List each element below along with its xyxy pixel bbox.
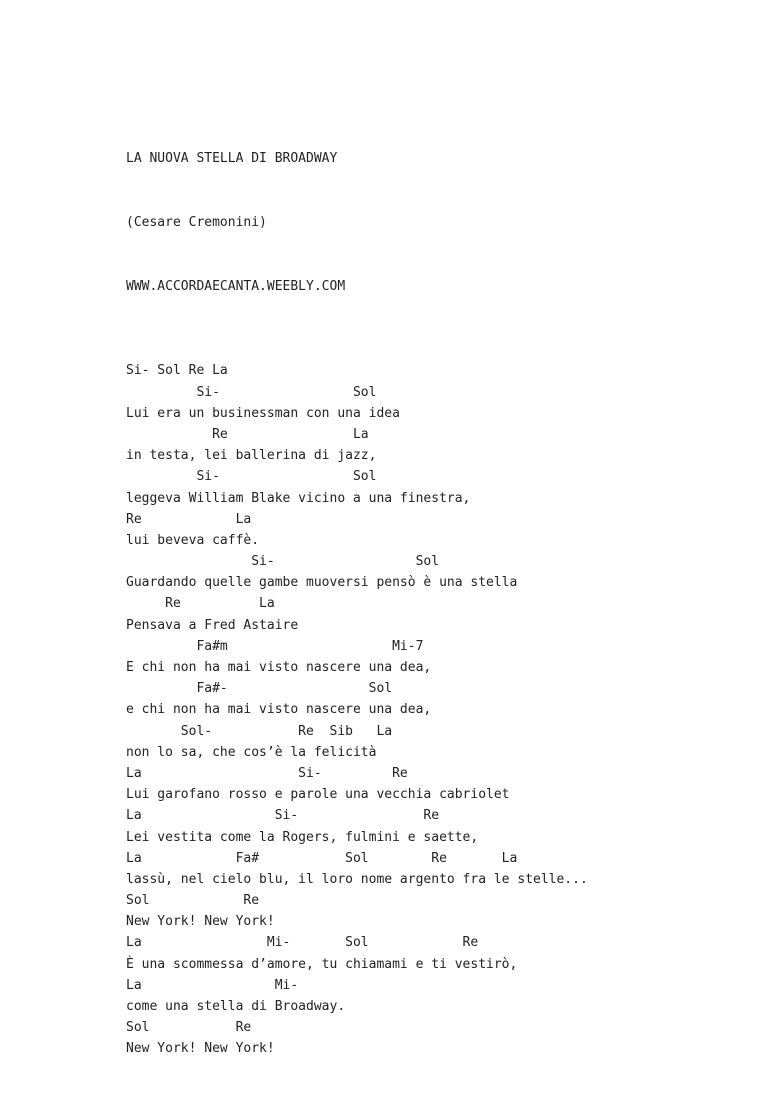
song-title: LA NUOVA STELLA DI BROADWAY <box>126 151 338 167</box>
song-line: Guardando quelle gambe muoversi pensò è una stella <box>126 575 518 591</box>
song-line: lassù, nel cielo blu, il loro nome argento fra le stelle... <box>126 871 588 887</box>
song-line: Sol Re <box>126 1020 252 1036</box>
song-line: e chi non ha mai visto nascere una dea, <box>126 702 432 718</box>
song-line: È una scommessa d’amore, tu chiamami e ti vestirò, <box>126 956 518 972</box>
song-line: New York! New York! <box>126 914 275 930</box>
song-line: in testa, lei ballerina di jazz, <box>126 448 377 464</box>
song-line: La Si- Re <box>126 765 408 781</box>
song-line: Si- Sol <box>126 469 377 485</box>
song-line: Lui era un businessman con una idea <box>126 405 400 421</box>
source-website: WWW.ACCORDAECANTA.WEEBLY.COM <box>126 278 346 294</box>
song-line: Sol Re <box>126 893 260 909</box>
song-line: Re La <box>126 511 252 527</box>
song-line: leggeva William Blake vicino a una finestra, <box>126 490 471 506</box>
song-line: Fa#- Sol <box>126 681 393 697</box>
song-line: Si- Sol <box>126 554 440 570</box>
song-line: La Si- Re <box>126 808 440 824</box>
song-line: Re La <box>126 426 369 442</box>
song-line: New York! New York! <box>126 1041 275 1057</box>
lyrics-and-chords <box>126 339 588 1059</box>
song-line: Si- Sol Re La <box>126 363 228 379</box>
song-line: Sol- Re Sib La <box>126 723 393 739</box>
song-line: Lui garofano rosso e parole una vecchia cabriolet <box>126 787 510 803</box>
song-line: Re La <box>126 596 275 612</box>
song-line: E chi non ha mai visto nascere una dea, <box>126 660 432 675</box>
song-line: lui beveva caffè. <box>126 532 260 548</box>
song-line: La Mi- <box>126 977 299 993</box>
song-line: Si- Sol <box>126 384 377 400</box>
song-line: Pensava a Fred Astaire <box>126 617 299 633</box>
song-line: La Mi- Sol Re <box>126 935 479 951</box>
song-line <box>126 339 588 360</box>
song-line: non lo sa, che cos’è la felicità <box>126 744 377 760</box>
song-line: La Fa# Sol Re La <box>126 850 518 866</box>
song-line: Fa#m Mi-7 <box>126 638 424 654</box>
song-author: (Cesare Cremonini) <box>126 215 267 230</box>
song-line: come una stella di Broadway. <box>126 999 346 1014</box>
song-line: Lei vestita come la Rogers, fulmini e saette, <box>126 829 479 845</box>
song-sheet <box>126 106 588 1102</box>
